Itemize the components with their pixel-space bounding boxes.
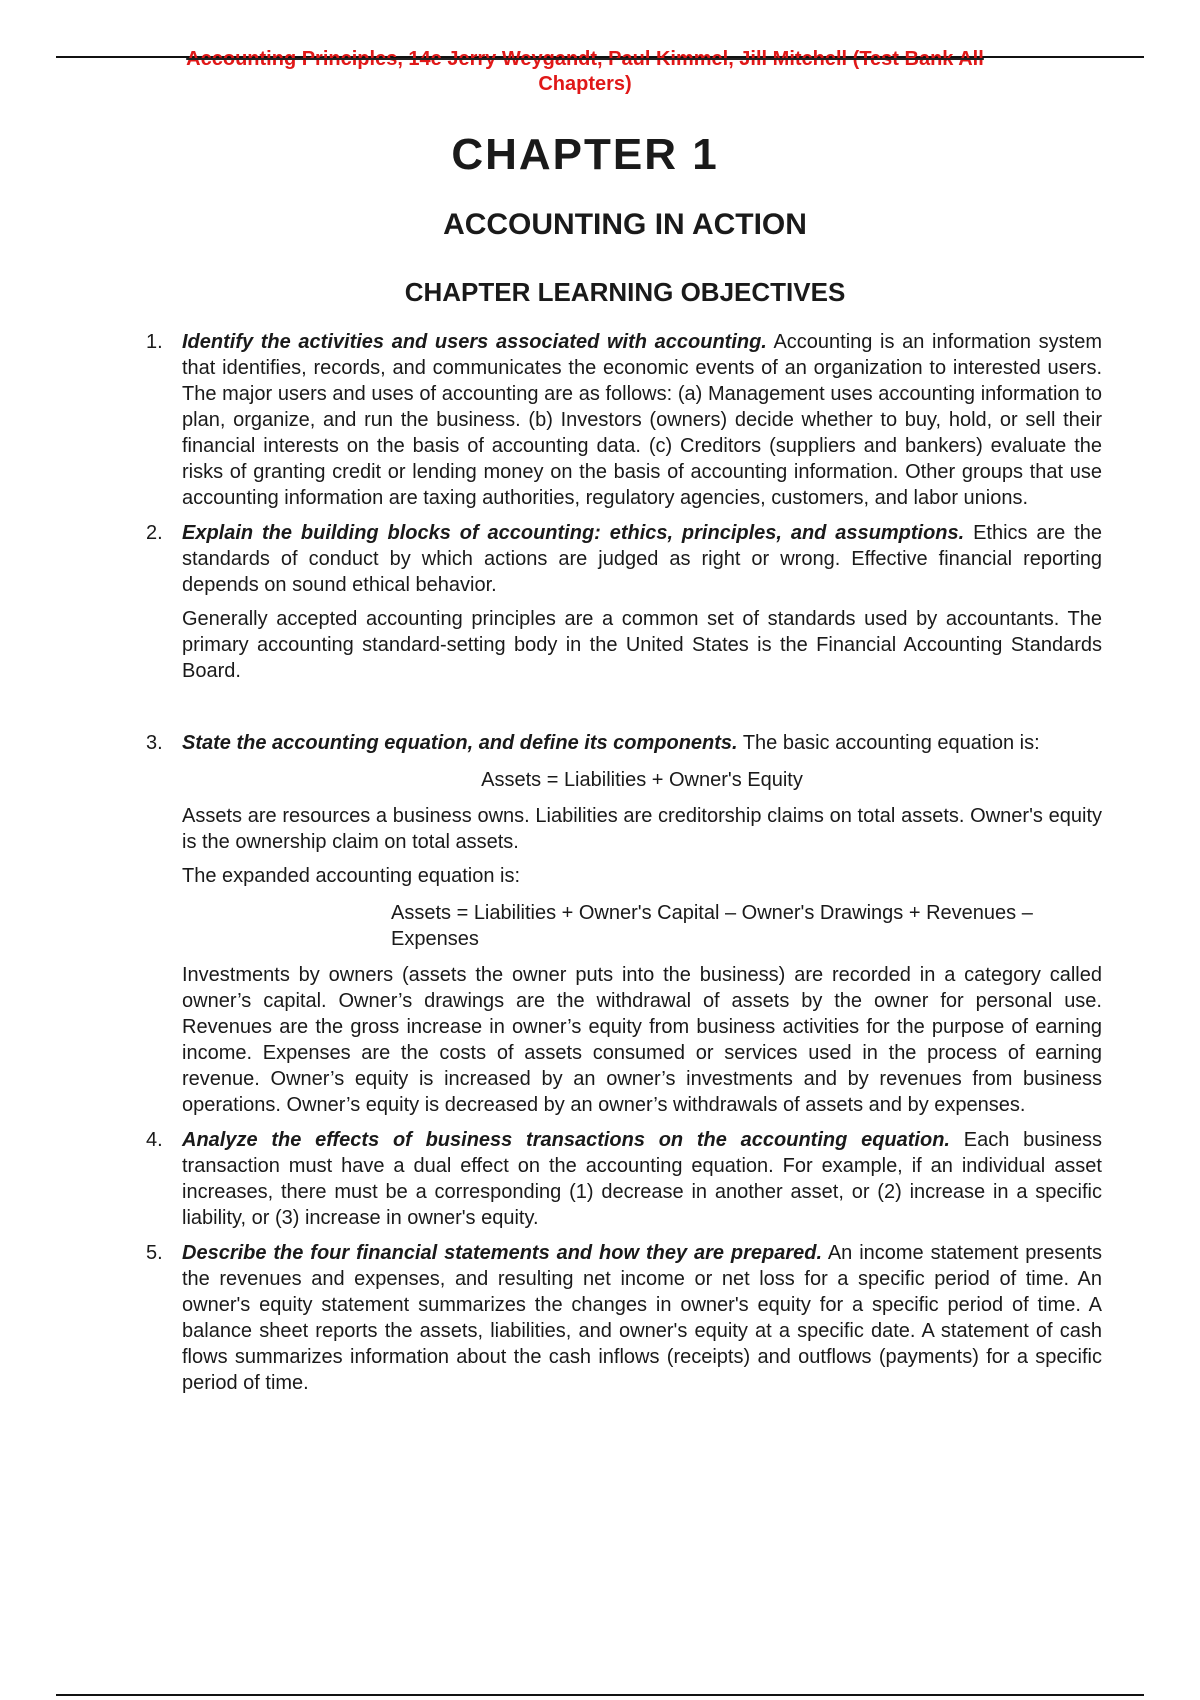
objective-paragraph <box>182 1240 1102 1396</box>
objective-text: Ethics are the standards of conduct by which actions are judged as right or wrong. Effective financial reporting depends on sound ethical behavior. <box>182 522 1102 596</box>
chapter-title: CHAPTER 1 <box>451 130 719 179</box>
objective-text: Accounting is an information system that identifies, records, and communicates the economic events of an organization to interested users. The major users and uses of accounting are as follows: (a) Management uses accounting information to plan, organize, and run the business. (b) Investors (owners) decide whether to buy, hold, or sell their financial interests on the basis of accounting data. (c) Creditors (suppliers and bankers) evaluate the risks of granting credit or lending money on the basis of accounting information. Other groups that use accounting information are taxing authorities, regulatory agencies, customers, and labor unions. <box>182 331 1102 509</box>
objective-paragraph: Generally accepted accounting principles are a common set of standards used by accountants. The primary accounting standard-setting body in the United States is the Financial Accounting Standards Board. <box>182 608 1102 682</box>
expanded-equation-intro: The expanded accounting equation is: <box>182 865 521 887</box>
section-heading: CHAPTER LEARNING OBJECTIVES <box>404 277 846 307</box>
objective-title: Describe the four financial statements and how they are prepared. <box>182 1242 823 1264</box>
objective-paragraph <box>182 329 1102 511</box>
header-line-1[interactable]: Accounting Principles, 14e Jerry Weygandt, Paul Kimmel, Jill Mitchell (Test Bank All <box>186 48 984 70</box>
objective-number: 2. <box>146 522 163 544</box>
objective-title: State the accounting equation, and define its components. <box>182 732 738 754</box>
objective-paragraph <box>182 730 1102 756</box>
objective-number: 3. <box>146 732 163 754</box>
objective-text: Each business transaction must have a dual effect on the accounting equation. For example, if an individual asset increases, there must be a corresponding (1) decrease in another asset, or (2) increase in a specific liability, or (3) increase in owner's equity. <box>182 1129 1103 1229</box>
equation-definitions: Assets are resources a business owns. Liabilities are creditorship claims on total assets. Owner's equity is the ownership claim on total assets. <box>182 805 1102 853</box>
learning-objectives-list <box>140 329 1102 1405</box>
objective-paragraph <box>182 1127 1102 1231</box>
objective-5 <box>140 1240 1102 1396</box>
objective-paragraph: Investments by owners (assets the owner puts into the business) are recorded in a category called owner’s capital. Owner’s drawings are the withdrawal of assets by the owner for personal use. Revenues are the gross increase in owner’s equity from business activities for the purpose of earning income. Expenses are the costs of assets consumed or services used in the process of earning revenue. Owner’s equity is increased by an owner’s investments and by revenues from business operations. Owner’s equity is decreased by an owner’s withdrawals of assets and by expenses. <box>182 964 1102 1116</box>
objective-number: 4. <box>146 1129 163 1151</box>
objective-3 <box>140 730 1102 1118</box>
bottom-rule <box>56 1694 1144 1696</box>
objective-1 <box>140 329 1102 511</box>
basic-accounting-equation: Assets = Liabilities + Owner's Equity <box>481 769 803 791</box>
objective-2 <box>140 520 1102 684</box>
objective-title: Explain the building blocks of accounting: ethics, principles, and assumptions. <box>182 522 965 544</box>
objective-text: An income statement presents the revenues and expenses, and resulting net income or net loss for a specific period of time. An owner's equity statement summarizes the changes in owner's equity for a specific period of time. A balance sheet reports the assets, liabilities, and owner's equity at a specific date. A statement of cash flows summarizes information about the cash inflows (receipts) and outflows (payments) for a specific period of time. <box>182 1242 1103 1394</box>
objective-4 <box>140 1127 1102 1231</box>
expanded-accounting-equation: Assets = Liabilities + Owner's Capital – Owner's Drawings + Revenues – Expenses <box>391 902 1033 950</box>
header-line-2[interactable]: Chapters) <box>538 73 632 95</box>
objective-number: 1. <box>146 331 163 353</box>
objective-title: Analyze the effects of business transactions on the accounting equation. <box>182 1129 950 1151</box>
chapter-subtitle: ACCOUNTING IN ACTION <box>443 208 807 241</box>
objective-text: The basic accounting equation is: <box>742 732 1040 754</box>
document-source-header[interactable] <box>100 47 1070 97</box>
objective-title: Identify the activities and users associated with accounting. <box>182 331 767 353</box>
objective-number: 5. <box>146 1242 163 1264</box>
objective-paragraph <box>182 520 1102 598</box>
